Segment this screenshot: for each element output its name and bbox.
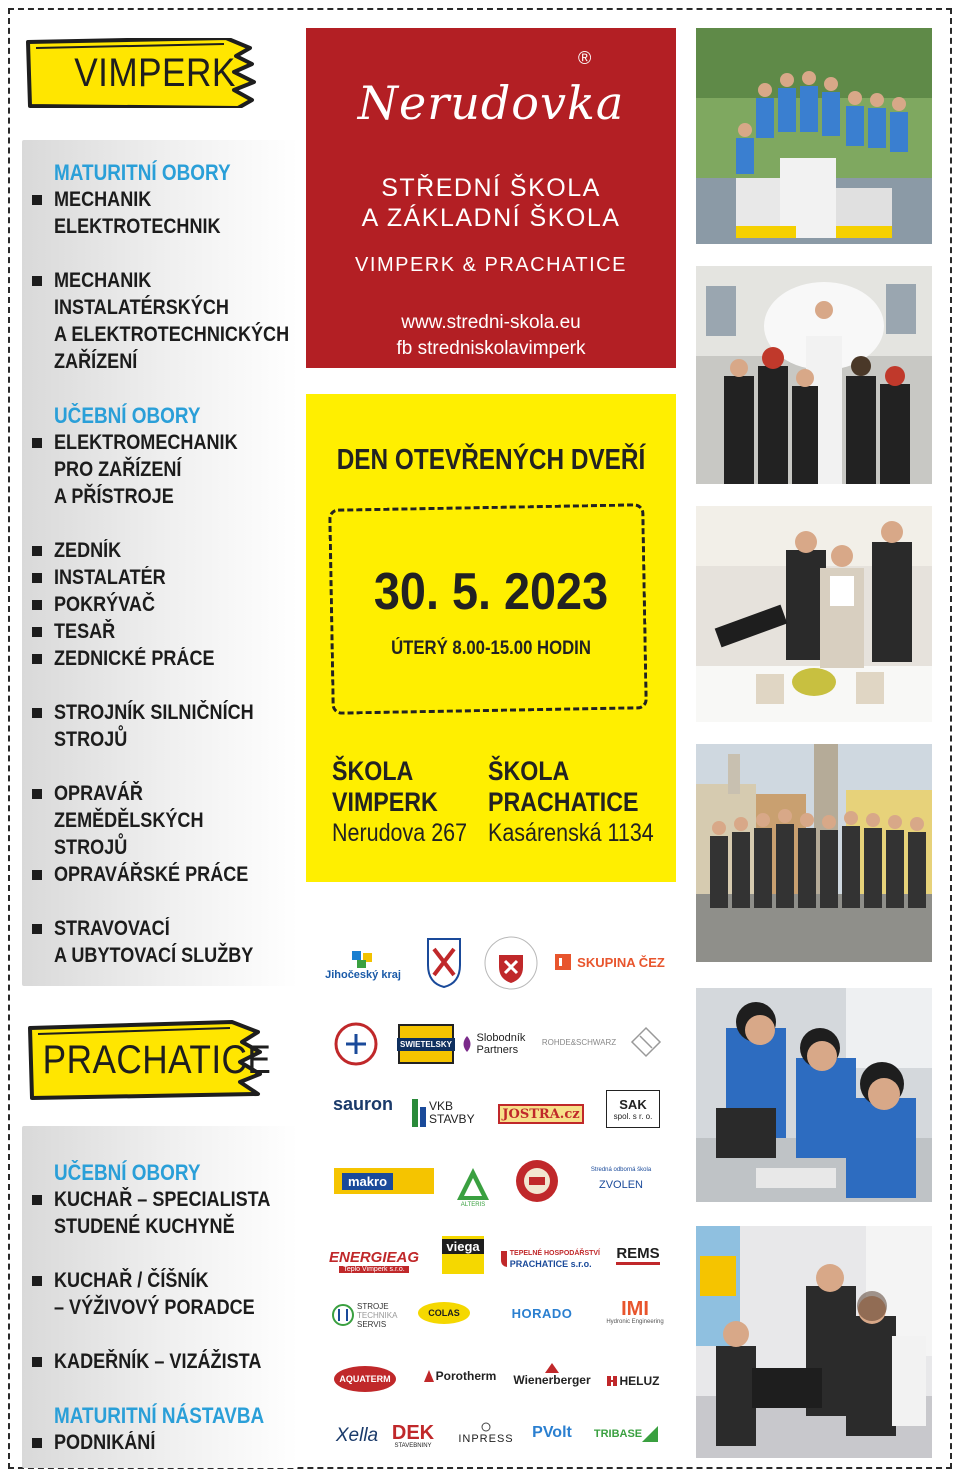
prachatice-banner	[26, 1020, 288, 1090]
bullet-square-icon	[32, 438, 42, 448]
logo-rohde-schwarz	[542, 1032, 616, 1052]
bullet-square-icon	[32, 573, 42, 583]
nerudovka-logo: Nerudovka	[357, 76, 625, 130]
program-item-line: ZEMĚDĚLSKÝCH	[54, 809, 204, 832]
prachatice-banner-text: PRACHATICE	[42, 1037, 272, 1082]
logo-imi-sub: Hydronic Engineering	[606, 1319, 664, 1325]
logo-sak-sub: spol. s r. o.	[613, 1111, 653, 1121]
logo-imi-text: IMI	[621, 1298, 649, 1320]
photo-sports-podium	[696, 28, 932, 244]
program-item-line: STROJŮ	[54, 836, 128, 859]
logo-sos-zvolen	[574, 1156, 668, 1202]
logo-jostra-text: JOSTRA.cz	[502, 1106, 580, 1122]
logo-slobodnik	[458, 1028, 538, 1060]
logo-stroje-2: TECHNIKA	[357, 1310, 398, 1320]
program-item-line: – VÝŽIVOVÝ PORADCE	[54, 1296, 255, 1319]
logo-makro	[334, 1168, 434, 1194]
bullet-square-icon	[32, 789, 42, 799]
school-name-line1: STŘEDNÍ ŠKOLA	[381, 174, 601, 202]
logo-association-emblem	[422, 934, 466, 990]
logo-heluz-text: HELUZ	[619, 1374, 660, 1388]
logo-stroje-technika-servis	[332, 1298, 404, 1332]
logo-colas-text: COLAS	[428, 1308, 460, 1318]
bullet-square-icon	[32, 1357, 42, 1367]
school-facebook-link[interactable]: fb stredniskolavimperk	[396, 338, 586, 359]
program-item-line: ELEKTROTECHNIK	[54, 215, 221, 238]
logo-cez	[554, 948, 666, 976]
logo-zvolen-text: ZVOLEN	[598, 1179, 643, 1191]
maturitni-nastavba-title: MATURITNÍ NÁSTAVBA	[54, 1403, 265, 1428]
program-item-line: STROJŮ	[54, 728, 128, 751]
logo-sak-text: SAK	[619, 1096, 647, 1112]
program-item-line: KUCHAŘ – SPECIALISTA	[54, 1188, 271, 1211]
bullet-square-icon	[32, 654, 42, 664]
open-day-date: 30. 5. 2023	[373, 563, 609, 621]
logo-rems	[612, 1244, 664, 1266]
logo-makro-text: makro	[342, 1173, 393, 1190]
logo-imi	[604, 1294, 666, 1330]
logo-cech-instalateru	[330, 1018, 382, 1070]
logo-colas	[418, 1302, 470, 1324]
logo-energie-text: ENERGIEAG	[329, 1249, 420, 1266]
logo-sos-text: Stredná odborná škola	[590, 1167, 652, 1173]
bullet-square-icon	[32, 924, 42, 934]
program-item-line: A PŘÍSTROJE	[54, 485, 174, 508]
program-item-line: POKRÝVAČ	[54, 593, 156, 616]
registered-mark: ®	[578, 48, 592, 68]
logo-swietelsky	[398, 1024, 454, 1064]
photo-electronics-workshop	[696, 988, 932, 1202]
program-item-line: OPRAVÁŘ	[54, 782, 143, 805]
bullet-square-icon	[32, 195, 42, 205]
logo-rems-text: REMS	[616, 1245, 659, 1265]
logo-wienerberger-text: Wienerberger	[513, 1373, 591, 1387]
program-item-line: INSTALATÉRSKÝCH	[54, 296, 229, 319]
logo-jostra	[498, 1104, 584, 1124]
bullet-square-icon	[32, 1276, 42, 1286]
program-item-line: PODNIKÁNÍ	[54, 1431, 156, 1454]
open-day-box	[306, 394, 676, 882]
program-item-line: ZEDNICKÉ PRÁCE	[54, 647, 215, 670]
location-prachatice-address: Kasárenská 1134	[488, 819, 654, 847]
program-item-line: INSTALATÉR	[54, 566, 166, 589]
logo-jihocesky-text: Jihočeský kraj	[325, 969, 401, 981]
program-item-line: STROJNÍK SILNIČNÍCH	[54, 701, 254, 724]
logo-viega-text: viega	[442, 1239, 483, 1254]
school-name-line2: A ZÁKLADNÍ ŠKOLA	[361, 204, 621, 232]
photo-carnival	[696, 266, 932, 484]
logo-sauron	[330, 1092, 396, 1116]
logo-rohde-text: ROHDE&SCHWARZ	[541, 1037, 617, 1047]
location-prachatice-name1: ŠKOLA	[488, 756, 570, 786]
logo-dek-sub: STAVEBNINY	[394, 1443, 432, 1449]
program-item-line: MECHANIK	[54, 188, 152, 211]
logo-porotherm	[418, 1366, 502, 1386]
program-item-line: ZAŘÍZENÍ	[54, 350, 138, 373]
logo-aquaterm	[334, 1366, 396, 1392]
vimperk-banner-text: VIMPERK	[74, 50, 236, 95]
logo-vkb-sub: STAVBY	[429, 1112, 475, 1126]
logo-porotherm-text: Porotherm	[435, 1369, 497, 1383]
program-item-line: A ELEKTROTECHNICKÝCH	[54, 323, 290, 346]
bullet-square-icon	[32, 870, 42, 880]
logo-slobodnik-text: Slobodník Partners	[476, 1032, 526, 1056]
bullet-square-icon	[32, 600, 42, 610]
bullet-square-icon	[32, 627, 42, 637]
location-vimperk	[332, 756, 467, 849]
logo-xella	[332, 1424, 382, 1448]
bullet-square-icon	[32, 546, 42, 556]
logo-teplo-prachatice	[500, 1246, 600, 1272]
location-prachatice-name2: PRACHATICE	[488, 787, 639, 817]
sponsor-logos	[322, 928, 672, 1458]
logo-teplo-text: TEPELNÉ HOSPODÁŘSTVÍ	[509, 1250, 600, 1257]
logo-hospodarska-komora	[480, 932, 542, 994]
open-day-time: ÚTERÝ 8.00-15.00 HODIN	[391, 638, 591, 659]
program-item-line: OPRAVÁŘSKÉ PRÁCE	[54, 863, 249, 886]
logo-sauron-text: sauron	[332, 1093, 393, 1114]
logo-alteris	[450, 1160, 496, 1214]
logo-horado-text: HORADO	[511, 1305, 573, 1321]
program-item-line: STRAVOVACÍ	[54, 917, 170, 940]
logo-viega	[442, 1236, 484, 1274]
location-vimperk-name2: VIMPERK	[332, 787, 438, 817]
logo-vkb-text: VKB	[429, 1099, 454, 1113]
program-item-line: PRO ZAŘÍZENÍ	[54, 458, 182, 481]
logo-heluz	[604, 1372, 662, 1390]
logo-rs-emblem	[628, 1024, 664, 1060]
logo-dek	[388, 1418, 438, 1454]
location-prachatice	[488, 756, 654, 849]
logo-inpress	[456, 1416, 516, 1450]
program-item-line: STUDENÉ KUCHYNĚ	[54, 1215, 235, 1238]
logo-energie-ag	[329, 1246, 420, 1276]
logo-stroje-1: STROJE	[357, 1301, 389, 1311]
bullet-square-icon	[32, 708, 42, 718]
logo-inpress-text: INPRESS	[458, 1433, 514, 1445]
program-item-line: A UBYTOVACÍ SLUŽBY	[54, 944, 254, 967]
logo-pvolt-text: PVolt	[532, 1424, 572, 1441]
logo-tribase-text: TRIBASE	[593, 1428, 643, 1440]
logo-wienerberger	[510, 1360, 594, 1390]
logo-horado	[500, 1304, 584, 1322]
logo-energie-sub: Teplo Vimperk s.r.o.	[339, 1266, 408, 1273]
location-vimperk-address: Nerudova 267	[332, 819, 468, 847]
logo-cez-text: SKUPINA ČEZ	[577, 954, 665, 970]
location-vimperk-name1: ŠKOLA	[332, 756, 414, 786]
photo-hairdressing	[696, 1226, 932, 1458]
photo-students-award	[696, 506, 932, 722]
school-website-link[interactable]: www.stredni-skola.eu	[401, 312, 581, 333]
school-info-box	[306, 28, 676, 368]
bullet-square-icon	[32, 1438, 42, 1448]
logo-tabor-emblem	[512, 1156, 562, 1206]
program-item-line: TESAŘ	[54, 620, 116, 643]
program-item-line: MECHANIK	[54, 269, 152, 292]
logo-aquaterm-text: AQUATERM	[339, 1374, 391, 1384]
logo-pvolt	[522, 1416, 582, 1450]
logo-vkb-stavby	[412, 1096, 478, 1130]
logo-sak	[606, 1090, 660, 1128]
logo-alteris-text: ALTERIS	[460, 1202, 486, 1208]
vimperk-banner	[26, 38, 284, 108]
logo-dek-text: DEK	[391, 1422, 435, 1444]
logo-xella-text: Xella	[335, 1425, 379, 1446]
logo-stroje-3: SERVIS	[357, 1319, 387, 1329]
program-item-line: KUCHAŘ / ČÍŠNÍK	[54, 1269, 209, 1292]
school-locations: VIMPERK & PRACHATICE	[355, 254, 627, 276]
logo-teplo-sub: PRACHATICE s.r.o.	[509, 1259, 592, 1269]
logo-tribase	[586, 1422, 666, 1446]
bullet-square-icon	[32, 276, 42, 286]
maturitni-obory-title: MATURITNÍ OBORY	[54, 160, 231, 185]
photo-town-square	[696, 744, 932, 962]
bullet-square-icon	[32, 1195, 42, 1205]
ucebni-obory-title: UČEBNÍ OBORY	[54, 403, 201, 428]
open-day-title: DEN OTEVŘENÝCH DVEŘÍ	[336, 444, 646, 476]
program-item-line: KADEŘNÍK – VIZÁŽISTA	[54, 1350, 262, 1373]
program-item-line: ZEDNÍK	[54, 539, 122, 562]
logo-swietelsky-text: SWIETELSKY	[397, 1038, 455, 1051]
program-item-line: ELEKTROMECHANIK	[54, 431, 238, 454]
logo-jihocesky-kraj	[325, 940, 401, 990]
prachatice-ucebni-title: UČEBNÍ OBORY	[54, 1160, 201, 1185]
